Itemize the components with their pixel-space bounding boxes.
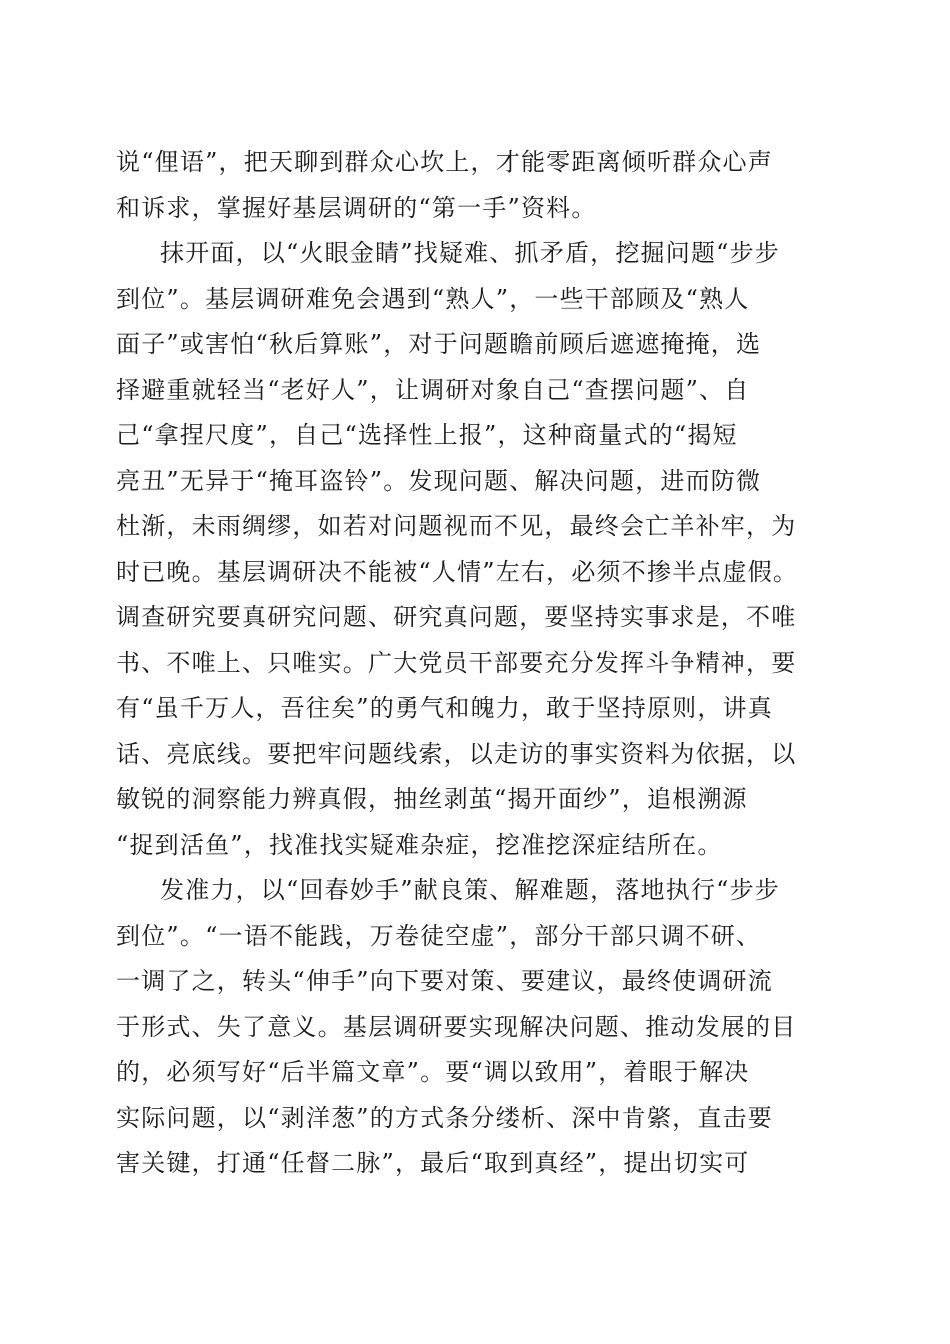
text-line: 害关键，打通“任督二脉”，最后“取到真经”，提出切实可 <box>116 1149 750 1177</box>
text-line: 有“虽千万人，吾往矣”的勇气和魄力，敢于坚持原则，讲真 <box>116 694 773 722</box>
text-line: 书、不唯上、只唯实。广大党员干部要充分发挥斗争精神，要 <box>116 648 797 677</box>
text-line: 调查研究要真研究问题、研究真问题，要坚持实事求是，不唯 <box>116 603 797 631</box>
text-line: 亮丑”无异于“掩耳盗铃”。发现问题、解决问题，进而防微 <box>116 466 762 495</box>
text-line: 到位”。基层调研难免会遇到“熟人”，一些干部顾及“熟人 <box>116 284 750 313</box>
text-line: 实际问题，以“剥洋葱”的方式条分缕析、深中肯綮，直击要 <box>116 1103 773 1132</box>
text-line: 于形式、失了意义。基层调研要实现解决问题、推动发展的目 <box>116 1012 797 1041</box>
text-line: 话、亮底线。要把牢问题线索，以走访的事实资料为依据，以 <box>116 739 797 768</box>
text-line: 说“俚语”，把天聊到群众心坎上，才能零距离倾听群众心声 <box>116 148 773 176</box>
text-line: 杜渐，未雨绸缪，如若对问题视而不见，最终会亡羊补牢，为 <box>116 512 797 540</box>
paragraph-start-line: 抹开面，以“火眼金睛”找疑难、抓矛盾，挖掘问题“步步 <box>160 239 781 267</box>
text-line: 己“拿捏尺度”，自己“选择性上报”，这种商量式的“揭短 <box>116 421 738 449</box>
text-line: 和诉求，掌握好基层调研的“第一手”资料。 <box>116 193 597 222</box>
text-line: “捉到活鱼”，找准找实疑难杂症，挖准挖深症结所在。 <box>116 830 723 859</box>
text-line: 敏锐的洞察能力辨真假，抽丝剥茧“揭开面纱”，追根溯源 <box>116 785 748 813</box>
text-line: 一调了之，转头“伸手”向下要对策、要建议，最终使调研流 <box>116 967 773 995</box>
text-line: 的，必须写好“后半篇文章”。要“调以致用”，着眼于解决 <box>116 1058 750 1086</box>
paragraph-start-line: 发准力，以“回春妙手”献良策、解难题，落地执行“步步 <box>160 876 781 904</box>
text-line: 到位”。“一语不能践，万卷徒空虚”，部分干部只调不研、 <box>116 921 762 950</box>
text-line: 择避重就轻当“老好人”，让调研对象自己“查摆问题”、自 <box>116 375 750 404</box>
text-line: 面子”或害怕“秋后算账”，对于问题瞻前顾后遮遮掩掩，选 <box>116 330 762 358</box>
body-text <box>116 140 836 1187</box>
text-line: 时已晚。基层调研决不能被“人情”左右，必须不掺半点虚假。 <box>116 557 799 586</box>
